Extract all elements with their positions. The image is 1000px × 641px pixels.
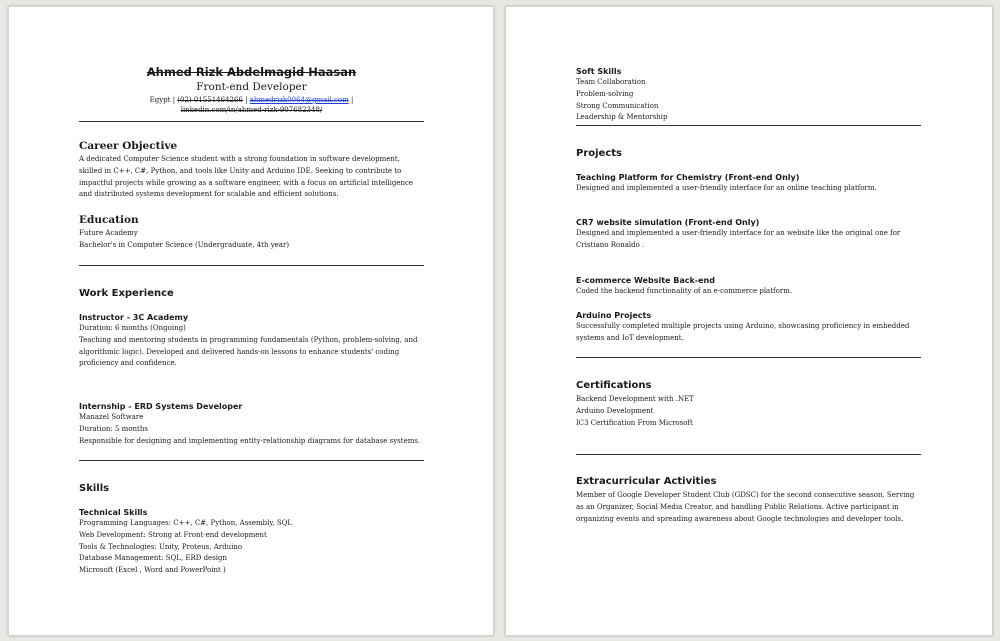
job-company: Manazel Software — [79, 413, 144, 421]
work-experience-heading: Work Experience — [79, 288, 174, 299]
technical-skills-heading: Technical Skills — [79, 508, 148, 517]
candidate-name: Ahmed Rizk Abdelmagid Haasan — [146, 65, 357, 79]
job-description: Teaching and mentoring students in programming fundamentals (Python, problem-solving, and algorithmic logic). Developed and delivered hands-on lessons to enhance students' coding proficiency and confidence. — [79, 335, 418, 368]
project-item — [576, 172, 921, 195]
extracurricular-heading: Extracurricular Activities — [576, 476, 717, 487]
list-item: Arduino Development — [576, 406, 654, 415]
technical-skills-section — [79, 507, 424, 577]
soft-skills-heading: Soft Skills — [576, 67, 622, 76]
work-divider — [79, 460, 424, 461]
list-item: Backend Development with .NET — [576, 395, 694, 403]
job-duration: Duration: 5 months — [79, 424, 148, 433]
list-item: Team Collaboration — [576, 78, 646, 86]
job-item-instructor — [79, 312, 424, 370]
education-school: Future Academy — [79, 229, 138, 237]
project-title: Arduino Projects — [576, 311, 652, 320]
list-item: Programming Languages: C++, C#, Python, Assembly, SQL — [79, 519, 293, 527]
list-item: Web Development: Strong at Front-end development — [79, 530, 267, 539]
projects-section — [576, 147, 921, 160]
skills-heading: Skills — [79, 483, 110, 494]
project-item — [576, 310, 921, 345]
job-title: Internship - ERD Systems Developer — [79, 402, 243, 411]
job-description: Responsible for designing and implementing entity-relationship diagrams for database systems. — [79, 436, 421, 445]
contact-phone: (02) 01551464266 — [177, 96, 243, 104]
list-item: Tools & Technologies: Unity, Proteus, Arduino — [79, 542, 243, 551]
list-item: Database Management: SQL, ERD design — [79, 554, 228, 563]
project-item — [576, 217, 921, 252]
resume-header — [79, 65, 424, 115]
job-title: Instructor - 3C Academy — [79, 313, 189, 322]
projects-divider — [576, 357, 921, 358]
project-title: E-commerce Website Back-end — [576, 276, 715, 285]
list-item: Strong Communication — [576, 101, 659, 110]
extracurricular-section — [576, 475, 921, 525]
header-divider — [79, 121, 424, 122]
career-objective-text: A dedicated Computer Science student with a strong foundation in software development, skilled in C++, C#, Python, and tools like Unity and Arduino IDE. Seeking to contribute to impactful projects while growing as a software engineer, with a focus on artificial intelligence and distributed systems development for scalable and efficient solutions. — [79, 155, 414, 199]
contact-location: Egypt — [149, 96, 171, 104]
job-item-internship — [79, 401, 424, 447]
project-description: Coded the backend functionality of an e-commerce platform. — [576, 287, 793, 295]
education-degree: Bachelor's in Computer Science (Undergraduate, 4th year) — [79, 240, 290, 249]
work-experience-section — [79, 287, 424, 300]
extracurricular-text: Member of Google Developer Student Club (GDSC) for the second consecutive season. Serving as an Organizer, Social Media Creator, and handling Public Relations. Active participant in organizing events and spreading awareness about Google technologies and developer tools. — [576, 491, 915, 523]
project-description: Successfully completed multiple projects using Arduino, showcasing proficiency in embedded systems and IoT development. — [576, 322, 910, 342]
career-objective-heading: Career Objective — [79, 140, 178, 152]
education-heading: Education — [79, 214, 139, 226]
job-duration: Duration: 6 months (Ongoing) — [79, 324, 186, 332]
soft-skills-section — [576, 66, 921, 124]
certifications-divider — [576, 454, 921, 455]
certifications-heading: Certifications — [576, 380, 652, 391]
list-item: IC3 Certification From Microsoft — [576, 418, 693, 427]
project-title: Teaching Platform for Chemistry (Front-end Only) — [576, 173, 800, 182]
skills-section — [79, 482, 424, 495]
list-item: Microsoft (Excel , Word and PowerPoint ) — [79, 566, 226, 575]
contact-linkedin: linkedin.com/in/ahmed-rizk-907682348/ — [180, 106, 323, 114]
education-section — [79, 214, 424, 252]
projects-heading: Projects — [576, 148, 623, 159]
resume-page-1 — [8, 6, 494, 636]
project-description: Designed and implemented a user-friendly interface for an online teaching platform. — [576, 184, 877, 192]
resume-page-2 — [505, 6, 993, 636]
list-item: Leadership & Mentorship — [576, 113, 668, 122]
certifications-section — [576, 379, 921, 429]
project-item — [576, 275, 921, 298]
project-title: CR7 website simulation (Front-end Only) — [576, 218, 760, 227]
list-item: Problem-solving — [576, 89, 634, 98]
candidate-title: Front-end Developer — [196, 81, 307, 93]
soft-skills-divider — [576, 125, 921, 126]
project-description: Designed and implemented a user-friendly interface for an website like the original one for Cristiano Ronaldo . — [576, 229, 901, 249]
contact-email-link[interactable]: ahmedrizk0064@gmail.com — [249, 96, 349, 104]
education-divider — [79, 265, 424, 266]
career-objective-section — [79, 140, 424, 201]
contact-line: Egypt | (02) 01551464266 | ahmedrizk0064@gmail.com | linkedin.com/in/ahmed-rizk-907682348/ — [149, 96, 354, 114]
